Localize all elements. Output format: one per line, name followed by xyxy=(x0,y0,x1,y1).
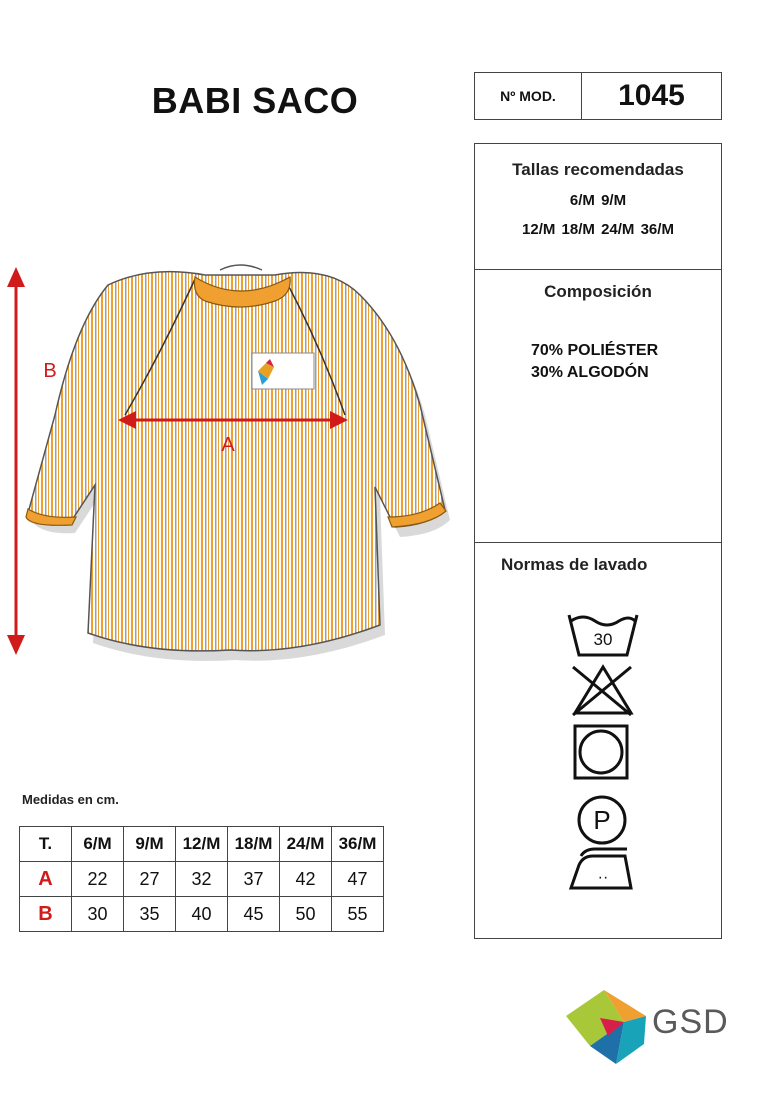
measurements-caption: Medidas en cm. xyxy=(22,792,119,807)
value-cell: 22 xyxy=(72,862,124,897)
size-header-cell: 24/M xyxy=(280,827,332,862)
value-cell: 47 xyxy=(332,862,384,897)
composition-section xyxy=(475,270,721,543)
gsd-logo-icon xyxy=(564,988,648,1066)
wash-temp-text: 30 xyxy=(593,630,613,649)
collar-loop xyxy=(220,265,262,270)
row-label-b: B xyxy=(20,897,72,932)
measure-b-label: B xyxy=(43,360,57,382)
value-cell: 55 xyxy=(332,897,384,932)
garment-illustration xyxy=(0,255,460,675)
tumble-dry-icon xyxy=(575,726,627,778)
info-panel xyxy=(474,143,722,939)
size-header-cell: 36/M xyxy=(332,827,384,862)
iron-icon xyxy=(571,849,631,888)
row-label-a: A xyxy=(20,862,72,897)
dryclean-p-icon xyxy=(579,797,625,843)
table-row xyxy=(20,862,384,897)
brand-name: GSD xyxy=(652,1003,729,1041)
value-cell: 35 xyxy=(124,897,176,932)
wash-30-icon xyxy=(569,615,637,655)
value-cell: 50 xyxy=(280,897,332,932)
washing-section xyxy=(475,543,721,938)
no-bleach-icon xyxy=(573,667,631,715)
sizes-title: Tallas recomendadas xyxy=(512,160,684,179)
size-header-cell: 9/M xyxy=(124,827,176,862)
sizes-line-2: 12/M 18/M 24/M 36/M xyxy=(522,221,674,238)
size-header-cell: 18/M xyxy=(228,827,280,862)
value-cell: 45 xyxy=(228,897,280,932)
sizes-section xyxy=(475,144,721,270)
measure-a-label: A xyxy=(221,434,235,456)
model-box xyxy=(474,72,722,120)
dryclean-letter: P xyxy=(593,805,611,835)
iron-dots: ·· xyxy=(597,869,609,886)
care-symbols xyxy=(475,543,721,938)
washing-title: Normas de lavado xyxy=(501,555,648,574)
size-header-cell: 6/M xyxy=(72,827,124,862)
value-cell: 37 xyxy=(228,862,280,897)
value-cell: 40 xyxy=(176,897,228,932)
sizes-line-1: 6/M 9/M xyxy=(569,192,627,209)
value-cell: 42 xyxy=(280,862,332,897)
value-cell: 27 xyxy=(124,862,176,897)
table-header-row xyxy=(20,827,384,862)
table-row xyxy=(20,897,384,932)
measurements-table xyxy=(19,826,384,932)
model-label: Nº MOD. xyxy=(475,73,582,119)
value-cell: 30 xyxy=(72,897,124,932)
header-label-cell: T. xyxy=(20,827,72,862)
product-title: BABI SACO xyxy=(151,80,359,121)
model-number: 1045 xyxy=(618,79,685,112)
composition-title: Composición xyxy=(544,282,652,301)
size-header-cell: 12/M xyxy=(176,827,228,862)
composition-line-2: 30% ALGODÓN xyxy=(531,364,649,381)
value-cell: 32 xyxy=(176,862,228,897)
composition-line-1: 70% POLIÉSTER xyxy=(531,342,659,359)
measure-b-arrow xyxy=(7,267,25,655)
